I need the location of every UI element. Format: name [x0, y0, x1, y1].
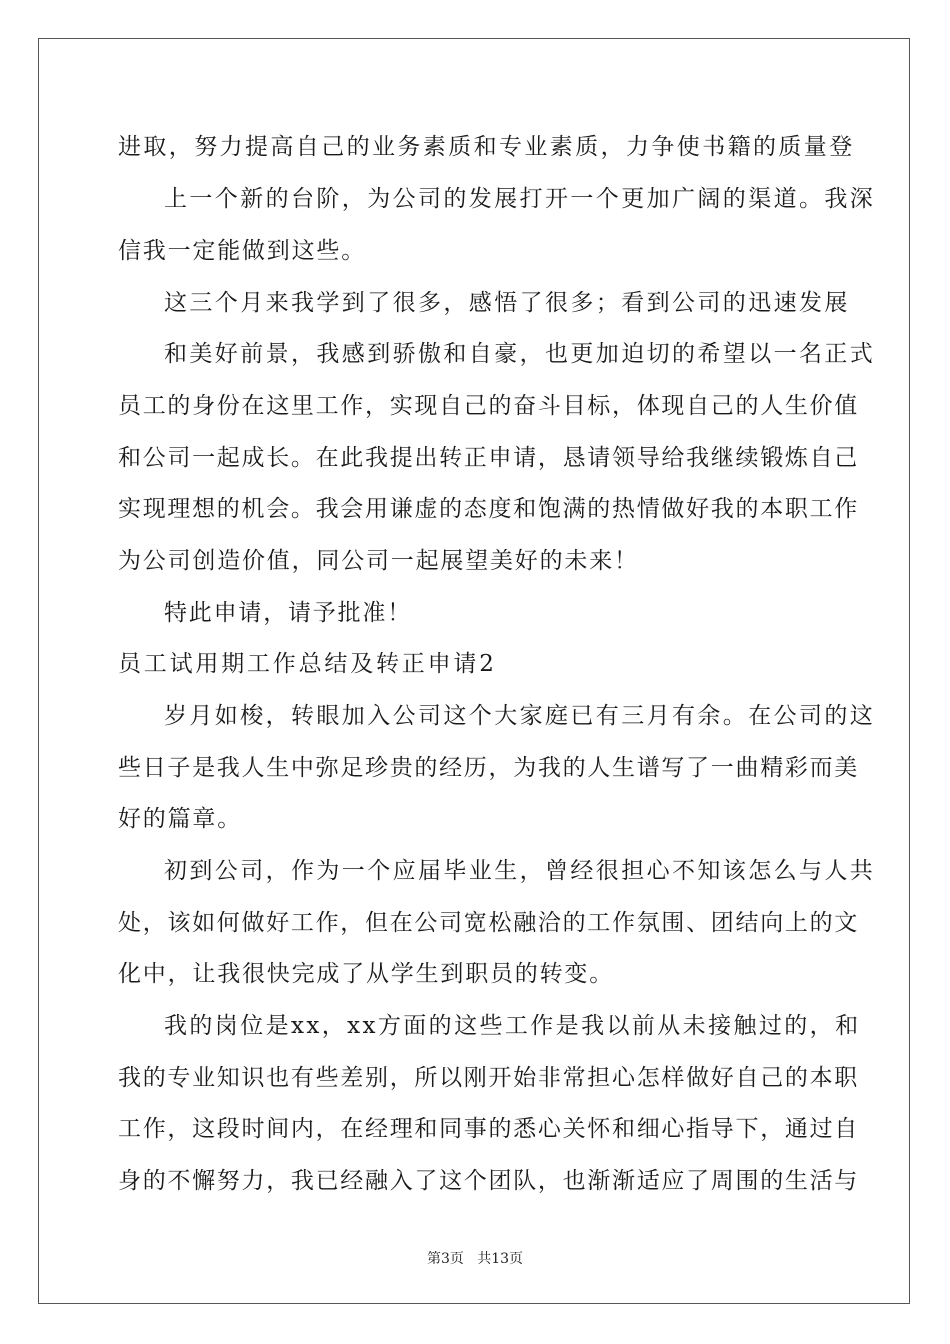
body-line: 上一个新的台阶，为公司的发展打开一个更加广阔的渠道。我深 [164, 186, 876, 212]
body-line: 进取，努力提高自己的业务素质和专业素质，力争使书籍的质量登 [118, 134, 855, 160]
body-line: 我的岗位是xx，xx方面的这些工作是我以前从未接触过的，和 [164, 1013, 861, 1039]
body-line: 我的专业知识也有些差别，所以刚开始非常担心怎样做好自己的本职 [118, 1065, 859, 1091]
body-line: 员工的身份在这里工作，实现自己的奋斗目标，体现自己的人生价值 [118, 393, 859, 419]
body-line: 和公司一起成长。在此我提出转正申请，恳请领导给我继续锻炼自己 [118, 445, 859, 471]
body-line: 和美好前景，我感到骄傲和自豪，也更加迫切的希望以一名正式 [164, 341, 876, 367]
body-line: 化中，让我很快完成了从学生到职员的转变。 [118, 961, 614, 987]
body-line: 好的篇章。 [118, 806, 242, 832]
body-line: 这三个月来我学到了很多，感悟了很多；看到公司的迅速发展 [164, 290, 850, 316]
page-number: 第3页 共13页 [426, 1251, 524, 1267]
body-line: 岁月如梭，转眼加入公司这个大家庭已有三月有余。在公司的这 [164, 703, 876, 729]
body-line: 些日子是我人生中弥足珍贵的经历，为我的人生谱写了一曲精彩而美 [118, 755, 859, 781]
body-line: 信我一定能做到这些。 [118, 238, 366, 264]
body-line: 工作，这段时间内，在经理和同事的悉心关怀和细心指导下，通过自 [118, 1116, 859, 1142]
body-line: 处，该如何做好工作，但在公司宽松融洽的工作氛围、团结向上的文 [118, 910, 859, 936]
body-line: 为公司创造价值，同公司一起展望美好的未来！ [118, 548, 639, 574]
section-heading: 员工试用期工作总结及转正申请2 [118, 651, 497, 677]
body-line: 初到公司，作为一个应届毕业生，曾经很担心不知该怎么与人共 [164, 858, 876, 884]
body-line: 特此申请，请予批准！ [164, 600, 412, 626]
body-line: 实现理想的机会。我会用谦虚的态度和饱满的热情做好我的本职工作 [118, 496, 859, 522]
body-line: 身的不懈努力，我已经融入了这个团队，也渐渐适应了周围的生活与 [118, 1168, 859, 1194]
